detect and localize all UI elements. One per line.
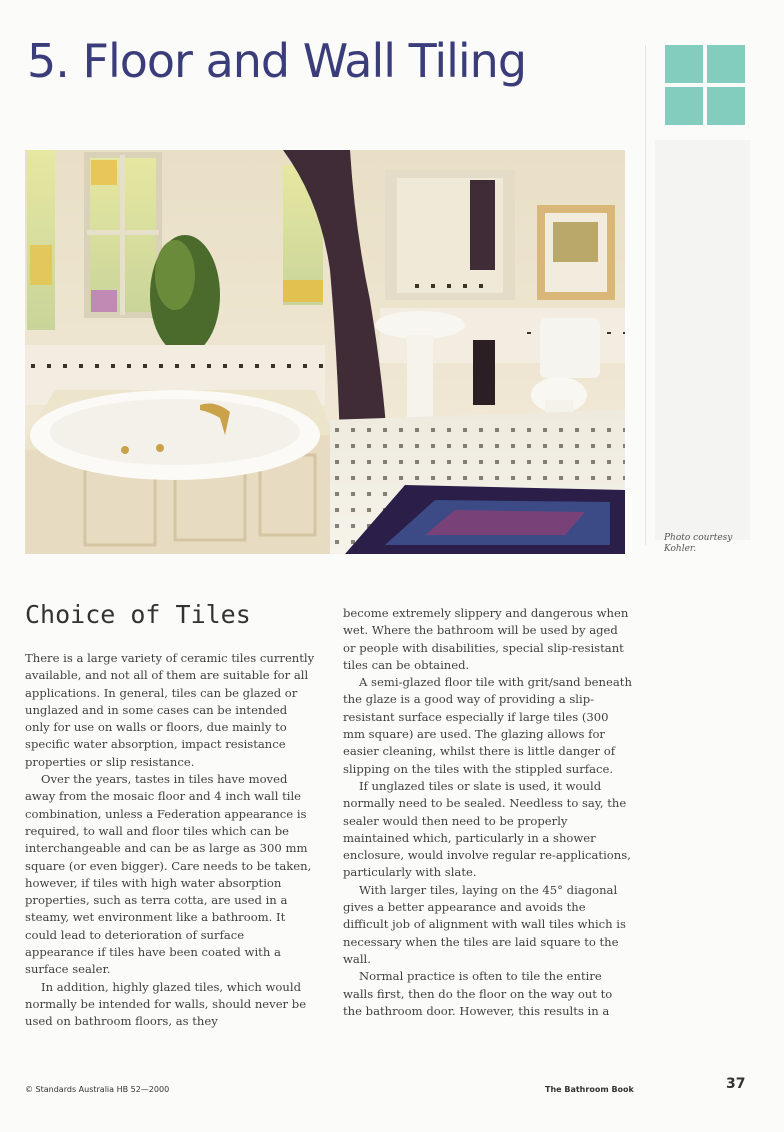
paragraph: There is a large variety of ceramic tiles currently available, and not all of them are suitable for all applications. In general, tiles can be glazed or unglazed and in some cases can be intended only for use on walls or floors, due mainly to specific water absorption, impact resistance properties or slip resistance. bbox=[25, 651, 315, 769]
paragraph: A semi-glazed floor tile with grit/sand beneath the glaze is a good way of providing a slip-resistant surface especially if large tiles (300 mm square) are used. The glazing allows for easier cleaning, whilst there is little danger of slipping on the tiles with the stippled surface. bbox=[343, 675, 632, 776]
page-number: 37 bbox=[726, 1076, 746, 1092]
photo-credit bbox=[664, 533, 774, 555]
bathroom-photo bbox=[25, 150, 625, 554]
margin-divider bbox=[645, 45, 646, 545]
paragraph: become extremely slippery and dangerous when wet. Where the bathroom will be used by aged or people with disabilities, special slip-resistant tiles can be obtained. bbox=[343, 606, 629, 672]
paragraph: In addition, highly glazed tiles, which would normally be intended for walls, should never be used on bathroom floors, as they bbox=[25, 979, 307, 1029]
footer-book-title: The Bathroom Book bbox=[545, 1085, 634, 1094]
section-heading: Choice of Tiles bbox=[25, 600, 251, 629]
paragraph: Normal practice is often to tile the entire walls first, then do the floor on the way out to the bathroom door. However, this results in a bbox=[343, 969, 613, 1018]
photo-credit-line2: Kohler. bbox=[664, 544, 697, 554]
paragraph: If unglazed tiles or slate is used, it would normally need to be sealed. Needless to say, the sealer would then need to be properly maintained which, particularly in a shower enclosure, would involve regular re-applications, particularly with slate. bbox=[343, 778, 631, 880]
right-column bbox=[343, 605, 633, 1020]
paragraph: With larger tiles, laying on the 45° diagonal gives a better appearance and avoids the difficult job of alignment with wall tiles which is necessary when the tiles are laid square to the wall. bbox=[343, 882, 626, 966]
paragraph: Over the years, tastes in tiles have moved away from the mosaic floor and 4 inch wall tile combination, unless a Federation appearance is required, to wall and floor tiles which can be interchangeable and can be as large as 300 mm square (or even bigger). Care needs to be taken, however, if tiles with high water absorption properties, such as terra cotta, are used in a steamy, wet environment like a bathroom. It could lead to deterioration of surface appearance if tiles have been coated with a surface sealer. bbox=[25, 772, 312, 977]
chapter-title: 5. Floor and Wall Tiling bbox=[27, 34, 527, 88]
margin-sidebar bbox=[655, 140, 750, 540]
footer-copyright: © Standards Australia HB 52—2000 bbox=[25, 1085, 170, 1094]
photo-credit-line1: Photo courtesy bbox=[664, 533, 733, 543]
tile-logo-icon bbox=[665, 45, 745, 125]
left-column bbox=[25, 650, 315, 1031]
